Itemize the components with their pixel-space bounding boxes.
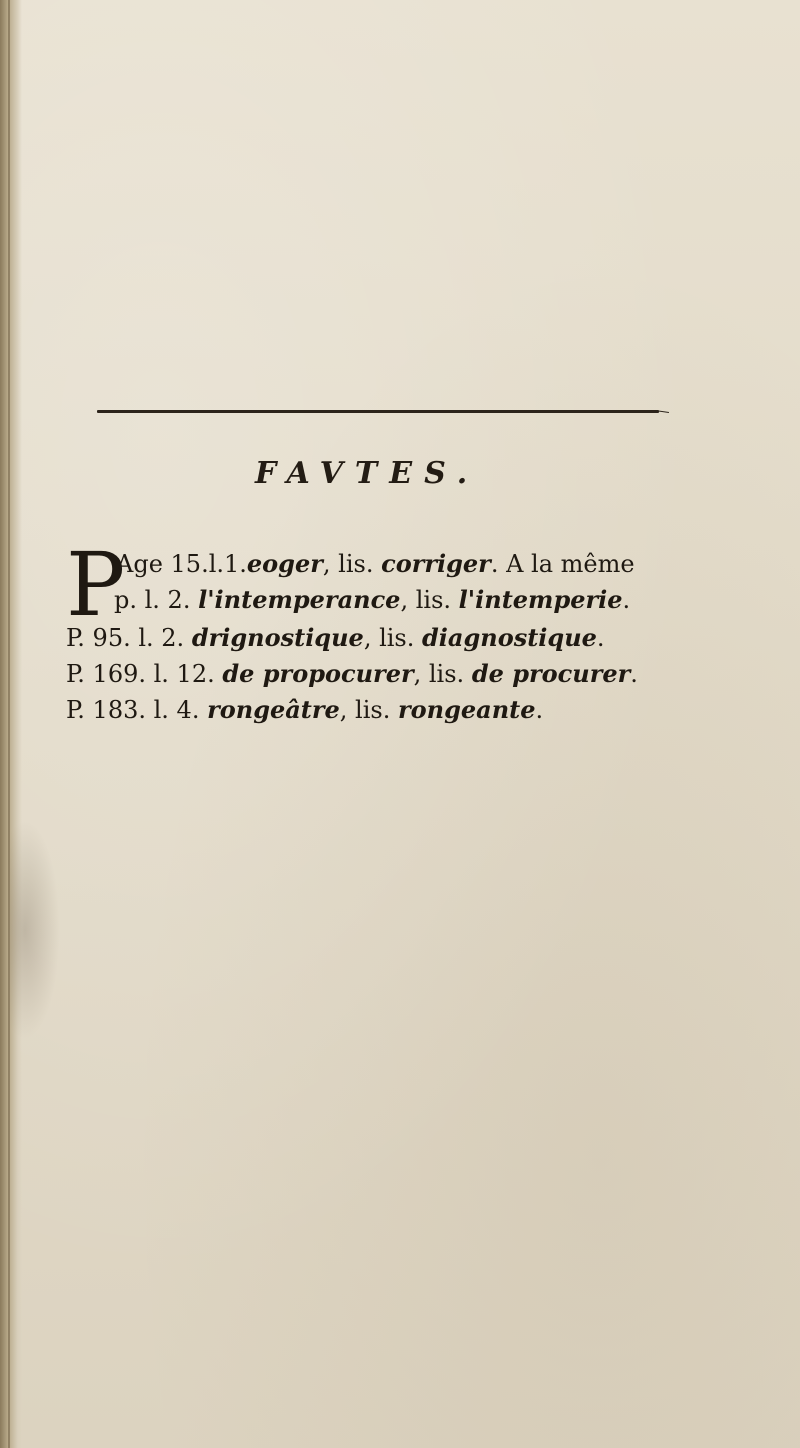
errata-wrong: de propocurer xyxy=(222,659,414,688)
binding-edge xyxy=(0,0,22,1448)
errata-suffix: . xyxy=(630,660,638,688)
errata-wrong: eoger xyxy=(246,549,323,578)
errata-wrong: rongeâtre xyxy=(207,695,340,724)
errata-ref: P. 169. l. 12. xyxy=(66,660,215,688)
errata-ref: P. 183. l. 4. xyxy=(66,696,200,724)
errata-line-1 xyxy=(116,547,635,581)
errata-ref: Age 15.l.1. xyxy=(116,550,247,578)
errata-heading: FAVTES. xyxy=(255,456,480,491)
errata-line-4 xyxy=(66,657,638,691)
errata-ref: p. l. 2. xyxy=(114,586,191,614)
page-smudge xyxy=(10,820,60,1040)
errata-suffix: . A la même xyxy=(490,550,635,578)
errata-correct: l'intemperie xyxy=(458,585,623,614)
errata-suffix: . xyxy=(596,624,605,652)
errata-line-5 xyxy=(66,693,543,727)
errata-line-2 xyxy=(114,583,630,617)
errata-lis: , lis. xyxy=(413,660,465,688)
errata-correct: diagnostique xyxy=(422,623,597,652)
errata-correct: corriger xyxy=(381,549,491,578)
errata-correct: rongeante xyxy=(398,695,536,724)
errata-ref: P. 95. l. 2. xyxy=(66,624,185,652)
binding-line xyxy=(8,0,10,1448)
errata-lis: , lis. xyxy=(339,696,391,724)
errata-wrong: l'intemperance xyxy=(198,585,401,614)
errata-lis: , lis. xyxy=(363,624,415,652)
errata-wrong: drignostique xyxy=(191,623,364,652)
errata-suffix: . xyxy=(622,586,631,614)
drop-cap: P xyxy=(66,533,126,636)
ornamental-rule xyxy=(97,410,659,413)
errata-lis: , lis. xyxy=(400,586,452,614)
errata-suffix: . xyxy=(535,696,544,724)
errata-lis: , lis. xyxy=(322,550,374,578)
errata-line-3 xyxy=(66,621,605,655)
errata-correct: de procurer xyxy=(471,659,631,688)
